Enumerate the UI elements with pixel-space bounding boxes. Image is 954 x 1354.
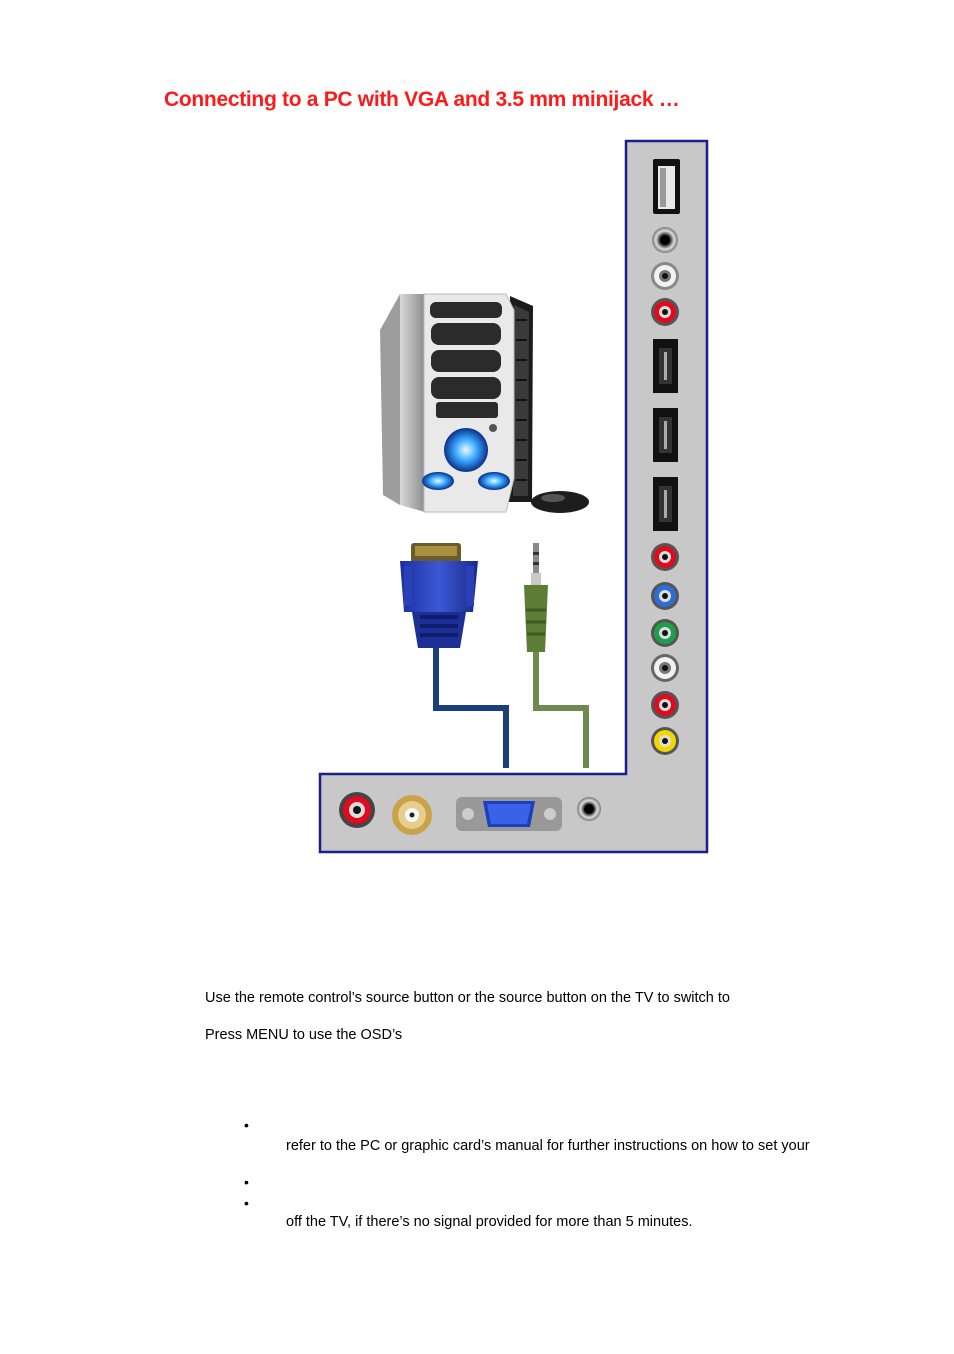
rca-port-icon (651, 543, 679, 571)
audio-cable (536, 650, 586, 768)
usb-port-icon (653, 159, 680, 214)
minijack-port-icon (577, 797, 601, 821)
note-bullet: • (244, 1174, 249, 1190)
vga-plug-icon (400, 543, 478, 648)
vga-cable (436, 645, 506, 768)
hdmi-port-icon (653, 408, 678, 462)
pc-tower-icon (380, 294, 514, 512)
note-power-off-text: off the TV, if there’s no signal provided for more than 5 minutes. (286, 1214, 693, 1230)
rca-port-icon (651, 654, 679, 682)
rca-port-icon (339, 792, 375, 828)
rca-port-icon (651, 619, 679, 647)
rca-port-icon (651, 582, 679, 610)
audio-jack-plug-icon (524, 543, 548, 652)
hdmi-port-icon (653, 339, 678, 393)
vga-port-icon (456, 797, 562, 831)
instruction-source-switch: Use the remote control’s source button or the source button on the TV to switch to (205, 990, 730, 1006)
mouse-icon (531, 491, 589, 513)
page-title: Connecting to a PC with VGA and 3.5 mm minijack … (164, 88, 680, 111)
hdmi-port-icon (653, 477, 678, 531)
note-bullet: • (244, 1117, 249, 1133)
rca-port-icon (651, 298, 679, 326)
note-bullet: • (244, 1195, 249, 1211)
minijack-port-icon (652, 227, 678, 253)
rca-port-icon (651, 727, 679, 755)
note-resolution-text: refer to the PC or graphic card’s manual for further instructions on how to set your (286, 1138, 810, 1154)
rca-port-icon (651, 691, 679, 719)
instruction-osd-menu: Press MENU to use the OSD’s (205, 1027, 403, 1043)
rca-port-icon (651, 262, 679, 290)
coax-port-icon (392, 795, 432, 835)
